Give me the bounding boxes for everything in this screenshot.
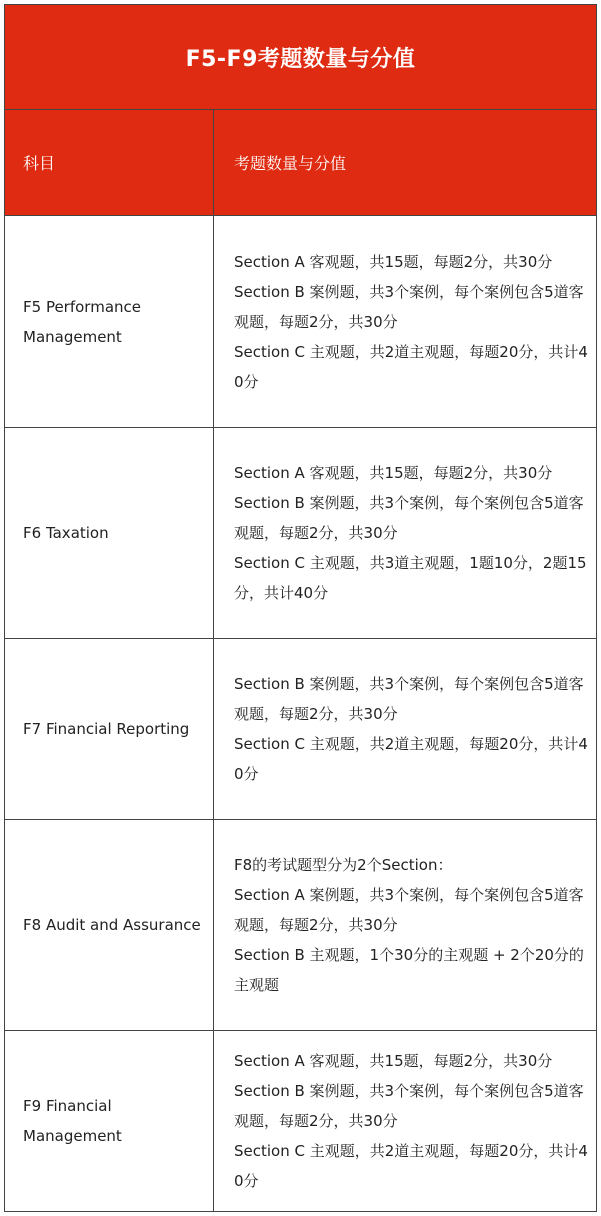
details-cell bbox=[215, 639, 596, 819]
subject-cell: F8 Audit and Assurance bbox=[5, 820, 214, 1030]
detail-line: Section B 案例题，共3个案例，每个案例包含5道客观题，每题2分，共30分 bbox=[234, 494, 584, 542]
detail-line: F8的考试题型分为2个Section： bbox=[234, 856, 453, 874]
details-cell bbox=[215, 428, 596, 638]
table-row bbox=[5, 216, 596, 428]
detail-line: Section B 案例题，共3个案例，每个案例包含5道客观题，每题2分，共30分 bbox=[234, 675, 584, 723]
subject-cell: F5 Performance Management bbox=[5, 216, 214, 427]
subject-cell: F7 Financial Reporting bbox=[5, 639, 214, 819]
detail-line: Section C 主观题，共2道主观题，每题20分，共计40分 bbox=[234, 735, 588, 783]
details-cell bbox=[215, 1031, 596, 1211]
table-row bbox=[5, 639, 596, 820]
detail-line: Section B 案例题，共3个案例，每个案例包含5道客观题，每题2分，共30分 bbox=[234, 282, 584, 331]
table-title: F5-F9考题数量与分值 bbox=[5, 5, 596, 110]
table-row bbox=[5, 428, 596, 639]
subject-cell: F9 Financial Management bbox=[5, 1031, 214, 1211]
table-row bbox=[5, 820, 596, 1031]
header-details: 考题数量与分值 bbox=[234, 154, 347, 173]
details-cell bbox=[215, 216, 596, 427]
details-cell bbox=[215, 820, 596, 1030]
detail-line: Section A 客观题，共15题，每题2分，共30分 bbox=[234, 464, 553, 482]
detail-line: Section B 主观题，1个30分的主观题 + 2个20分的主观题 bbox=[234, 946, 584, 994]
table-row bbox=[5, 1031, 596, 1211]
detail-line: Section A 案例题，共3个案例，每个案例包含5道客观题，每题2分，共30分 bbox=[234, 886, 584, 934]
subject-cell: F6 Taxation bbox=[5, 428, 214, 638]
detail-line: Section C 主观题，共2道主观题，每题20分，共计40分 bbox=[234, 342, 588, 391]
detail-line: Section C 主观题，共2道主观题，每题20分，共计40分 bbox=[234, 1142, 588, 1190]
detail-line: Section A 客观题，共15题，每题2分，共30分 bbox=[234, 1052, 553, 1070]
detail-line: Section A 客观题，共15题，每题2分，共30分 bbox=[234, 252, 553, 271]
detail-line: Section C 主观题，共3道主观题，1题10分，2题15分，共计40分 bbox=[234, 554, 587, 602]
header-subject: 科目 bbox=[5, 110, 214, 215]
exam-table bbox=[4, 4, 597, 1212]
detail-line: Section B 案例题，共3个案例，每个案例包含5道客观题，每题2分，共30分 bbox=[234, 1082, 584, 1130]
table-header-row bbox=[5, 110, 596, 216]
